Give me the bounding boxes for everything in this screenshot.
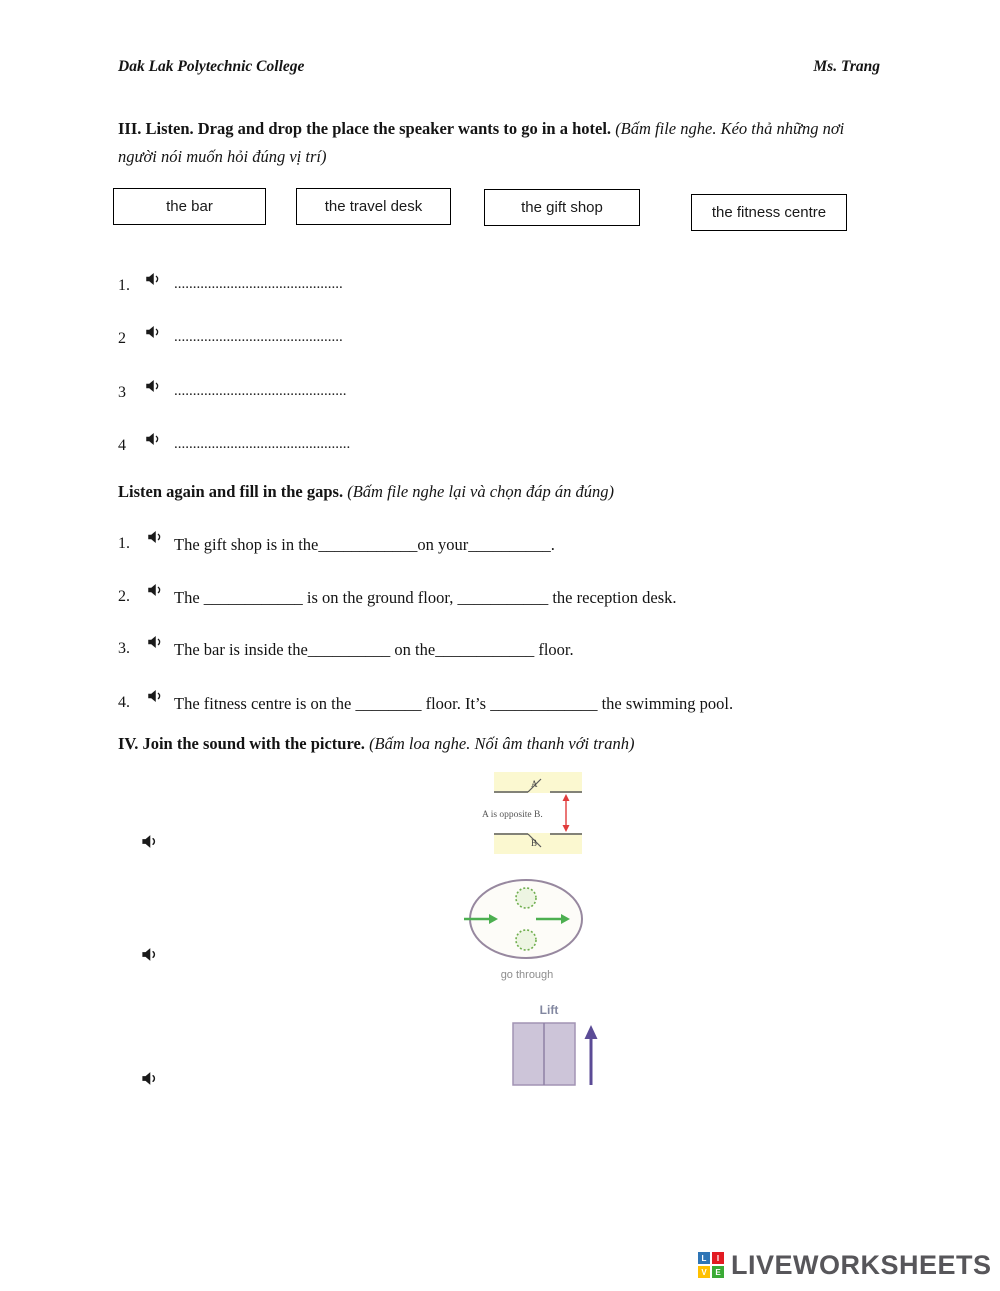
gap-row-4 bbox=[118, 687, 733, 714]
speaker-icon[interactable] bbox=[144, 377, 162, 395]
section3-title-vietnamese: (Bấm file nghe. Kéo thả những nơi người nói muốn hỏi đúng vị trí) bbox=[118, 119, 845, 166]
speaker-icon[interactable] bbox=[146, 633, 164, 651]
drop-zone-1[interactable]: ............................................. bbox=[174, 276, 343, 292]
section4-title-bold: IV. Join the sound with the picture. bbox=[118, 734, 365, 753]
liveworksheets-grid-icon bbox=[698, 1252, 725, 1279]
brand-name: LIVEWORKSHEETS bbox=[731, 1250, 992, 1280]
logo-letter: I bbox=[712, 1252, 724, 1264]
drop-zone-2[interactable]: ............................................. bbox=[174, 329, 343, 345]
liveworksheets-logo[interactable] bbox=[698, 1250, 992, 1281]
speaker-icon[interactable] bbox=[140, 1069, 158, 1087]
item-number: 4. bbox=[118, 694, 130, 711]
item-number: 3. bbox=[118, 640, 130, 657]
drag-option-the-bar[interactable]: the bar bbox=[113, 188, 266, 225]
label-a: A bbox=[531, 779, 538, 789]
speaker-icon[interactable] bbox=[146, 528, 164, 546]
item-number: 1. bbox=[118, 535, 130, 552]
picture-go-through[interactable] bbox=[462, 876, 592, 981]
gap-row-1 bbox=[118, 528, 555, 555]
section4-title-vietnamese: (Bấm loa nghe. Nối âm thanh với tranh) bbox=[369, 734, 635, 753]
drop-zone-3[interactable]: .............................................. bbox=[174, 383, 347, 399]
drag-option-the-gift-shop[interactable]: the gift shop bbox=[484, 189, 640, 226]
page-header bbox=[118, 58, 880, 76]
speaker-icon[interactable] bbox=[140, 832, 158, 850]
speaker-icon[interactable] bbox=[144, 430, 162, 448]
gap-sentence-1[interactable]: The gift shop is in the____________on your__________. bbox=[174, 535, 555, 554]
drop-zone-4[interactable]: ............................................... bbox=[174, 436, 351, 452]
picture2-caption: go through bbox=[500, 969, 554, 981]
fill-gaps-title-vietnamese: (Bấm file nghe lại và chọn đáp án đúng) bbox=[347, 482, 614, 501]
drag-option-the-fitness-centre[interactable]: the fitness centre bbox=[691, 194, 847, 231]
gap-row-3 bbox=[118, 633, 574, 660]
section3-title-bold: III. Listen. Drag and drop the place the speaker wants to go in a hotel. bbox=[118, 119, 612, 138]
speaker-icon[interactable] bbox=[144, 323, 162, 341]
speaker-icon[interactable] bbox=[140, 945, 158, 963]
item-number: 1. bbox=[118, 277, 130, 294]
speaker-icon[interactable] bbox=[144, 270, 162, 288]
picture3-caption: Lift bbox=[539, 1003, 559, 1017]
fill-gaps-title bbox=[118, 478, 878, 506]
gap-row-2 bbox=[118, 581, 677, 608]
drop-row-2 bbox=[118, 323, 343, 348]
opposite-arrow-icon bbox=[563, 794, 570, 832]
item-number: 3 bbox=[118, 384, 126, 401]
picture1-caption: A is opposite B. bbox=[482, 810, 543, 820]
item-number: 4 bbox=[118, 437, 126, 454]
gap-sentence-4[interactable]: The fitness centre is on the ________ floor. It’s _____________ the swimming pool. bbox=[174, 694, 734, 713]
drop-row-4 bbox=[118, 430, 350, 455]
section3-title bbox=[118, 115, 878, 171]
logo-letter: E bbox=[712, 1266, 724, 1278]
speaker-icon[interactable] bbox=[146, 581, 164, 599]
picture-lift[interactable] bbox=[503, 1003, 607, 1099]
item-number: 2. bbox=[118, 588, 130, 605]
speaker-icon[interactable] bbox=[146, 687, 164, 705]
gap-sentence-3[interactable]: The bar is inside the__________ on the____________ floor. bbox=[174, 640, 574, 659]
drag-option-the-travel-desk[interactable]: the travel desk bbox=[296, 188, 451, 225]
lift-up-arrow-icon bbox=[585, 1025, 598, 1085]
label-b: B bbox=[531, 838, 538, 848]
fill-gaps-title-bold: Listen again and fill in the gaps. bbox=[118, 482, 344, 501]
section4-title bbox=[118, 730, 878, 758]
logo-letter: V bbox=[698, 1266, 710, 1278]
drop-row-3 bbox=[118, 377, 347, 402]
college-name: Dak Lak Polytechnic College bbox=[118, 58, 305, 75]
picture-opposite[interactable] bbox=[478, 772, 596, 854]
gap-sentence-2[interactable]: The ____________ is on the ground floor, ___________ the reception desk. bbox=[174, 588, 677, 607]
drop-row-1 bbox=[118, 270, 343, 295]
bush-icon bbox=[516, 930, 536, 950]
logo-letter: L bbox=[698, 1252, 710, 1264]
item-number: 2 bbox=[118, 330, 126, 347]
bush-icon bbox=[516, 888, 536, 908]
teacher-name: Ms. Trang bbox=[813, 58, 880, 75]
